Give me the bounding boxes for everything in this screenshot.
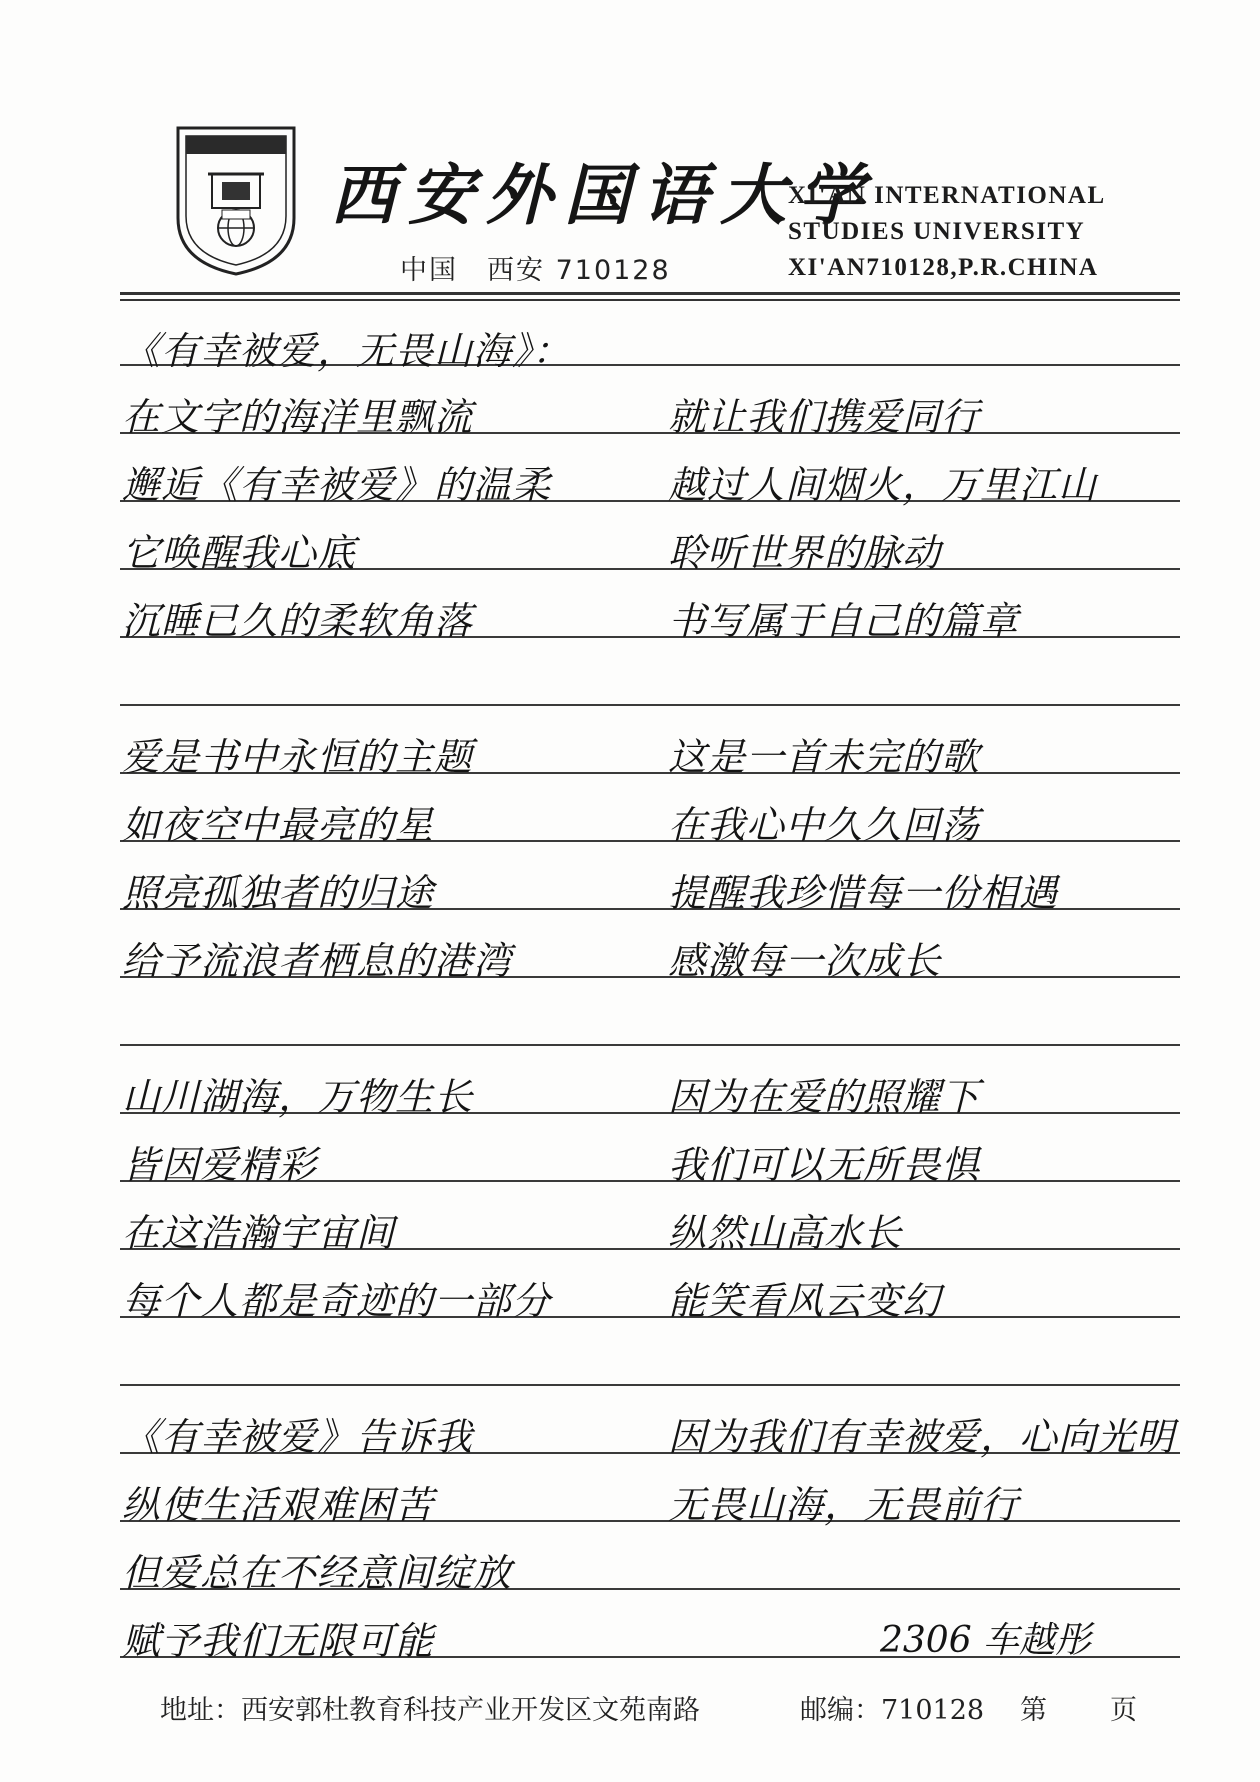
poem-line: 能笑看风云变幻: [668, 1279, 942, 1323]
footer-address: 地址：西安郭杜教育科技产业开发区文苑南路: [160, 1695, 700, 1726]
poem-line: 这是一首未完的歌: [668, 735, 981, 779]
university-seal-icon: [172, 122, 300, 278]
poem-line: 因为我们有幸被爱，心向光明: [668, 1415, 1176, 1459]
poem-line: 邂逅《有幸被爱》的温柔: [122, 463, 552, 507]
header-rule: [120, 292, 1180, 295]
poem-line: 沉睡已久的柔软角落: [122, 599, 474, 643]
poem-line: 照亮孤独者的归途: [122, 871, 435, 915]
poem-line: 每个人都是奇迹的一部分: [122, 1279, 552, 1323]
signature: 2306 车越彤: [880, 1620, 1092, 1661]
university-name-en: [788, 178, 1106, 286]
poem-line: 提醒我珍惜每一份相遇: [668, 871, 1059, 915]
poem-line: 聆听世界的脉动: [668, 531, 942, 575]
poem-line: 给予流浪者栖息的港湾: [122, 939, 513, 983]
poem-line: 皆因爱精彩: [122, 1143, 318, 1187]
footer-page-label: 第: [1020, 1695, 1047, 1726]
poem-line: 它唤醒我心底: [122, 531, 357, 575]
university-en-line: XI'AN INTERNATIONAL: [788, 182, 1106, 209]
poem-line: 因为在爱的照耀下: [668, 1075, 981, 1119]
poem-line: 纵然山高水长: [668, 1211, 903, 1255]
ruled-line: [120, 1044, 1180, 1046]
poem-line: 感激每一次成长: [668, 939, 942, 983]
poem-line: 书写属于自己的篇章: [668, 599, 1020, 643]
university-name-cn: 西安外国语大学: [330, 156, 876, 234]
poem-line: 如夜空中最亮的星: [122, 803, 435, 847]
poem-line: 爱是书中永恒的主题: [122, 735, 474, 779]
poem-line: 在这浩瀚宇宙间: [122, 1211, 396, 1255]
poem-line: 在我心中久久回荡: [668, 803, 981, 847]
footer-page-label: 页: [1110, 1695, 1137, 1726]
poem-line: 纵使生活艰难困苦: [122, 1483, 435, 1527]
poem-line: 我们可以无所畏惧: [668, 1143, 981, 1187]
poem-line: 就让我们携爱同行: [668, 395, 981, 439]
poem-line: 但爱总在不经意间绽放: [122, 1551, 513, 1595]
university-address-cn: 中国 西安 710128: [400, 255, 671, 286]
poem-line: 越过人间烟火，万里江山: [668, 463, 1098, 507]
header-rule: [120, 299, 1180, 301]
university-en-line: XI'AN710128,P.R.CHINA: [788, 254, 1099, 281]
footer-postcode: 邮编：710128: [800, 1695, 985, 1726]
university-en-line: STUDIES UNIVERSITY: [788, 218, 1086, 245]
poem-line: 无畏山海，无畏前行: [668, 1483, 1020, 1527]
poem-line: 赋予我们无限可能: [122, 1619, 435, 1663]
ruled-line: [120, 1384, 1180, 1386]
poem-line: 《有幸被爱》告诉我: [122, 1415, 474, 1459]
poem-line: 在文字的海洋里飘流: [122, 395, 474, 439]
ruled-line: [120, 704, 1180, 706]
poem-line: 山川湖海，万物生长: [122, 1075, 474, 1119]
poem-title: 《有幸被爱，无畏山海》：: [122, 329, 572, 373]
